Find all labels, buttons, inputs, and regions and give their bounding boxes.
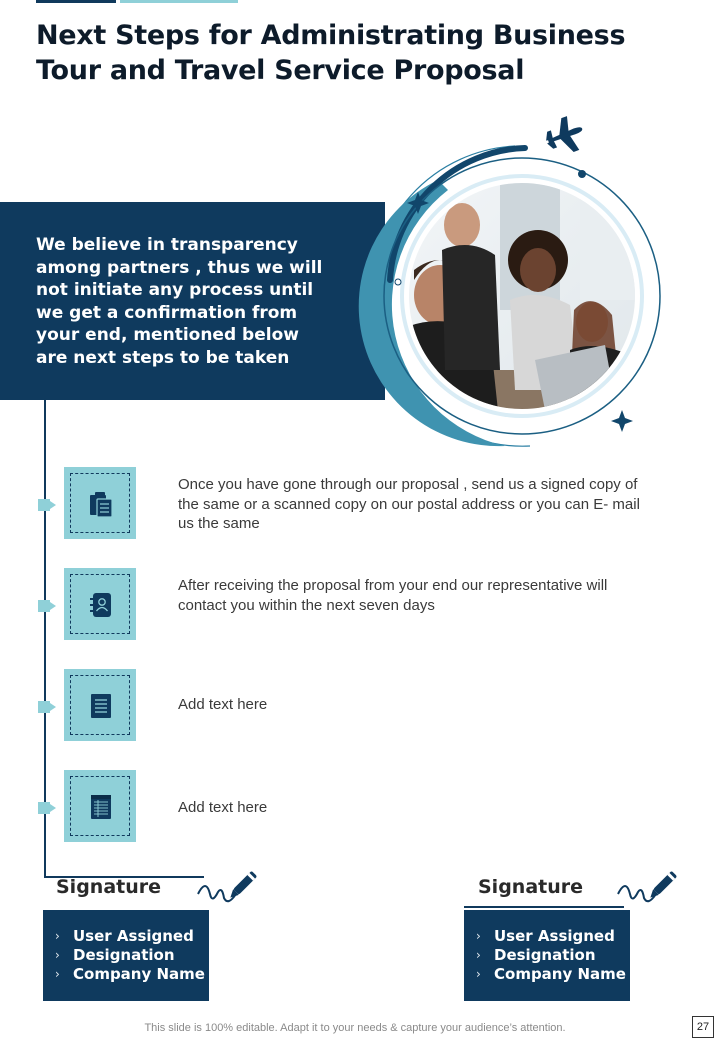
company-name-text: Company Name <box>73 964 205 983</box>
timeline-arrow <box>50 804 56 812</box>
airplane-icon <box>541 113 589 160</box>
step-icon-box <box>64 770 136 842</box>
dot-icon <box>578 170 586 178</box>
timeline-marker <box>38 499 50 511</box>
ledger-icon <box>87 793 115 821</box>
chevron-right-icon: › <box>476 966 481 981</box>
step-item <box>38 770 678 842</box>
designation-text: Designation <box>494 945 596 964</box>
clipboard-icon <box>87 490 115 518</box>
user-assigned-text: User Assigned <box>73 926 194 945</box>
top-accent-light <box>120 0 238 3</box>
step-text: Once you have gone through our proposal , send us a signed copy of the same or a scanned copy on our postal address or you can E- mail us the same <box>178 476 640 532</box>
signature-details-right <box>464 910 630 1001</box>
chevron-right-icon: › <box>476 928 481 943</box>
step-text: After receiving the proposal from your end our representative will contact you within the next seven days <box>178 577 608 614</box>
timeline-arrow <box>50 703 56 711</box>
timeline-arrow <box>50 602 56 610</box>
designation-text: Designation <box>73 945 175 964</box>
page-number: 27 <box>692 1016 714 1038</box>
document-icon <box>87 692 115 720</box>
step-item <box>38 669 678 741</box>
top-accent-dark <box>36 0 116 3</box>
page-title: Next Steps for Administrating Business Tour and Travel Service Proposal <box>36 20 626 86</box>
signature-line-right <box>464 906 624 908</box>
chevron-right-icon: › <box>55 966 60 981</box>
step-item <box>38 568 678 640</box>
signature-label-left: Signature <box>56 876 162 898</box>
timeline-marker <box>38 600 50 612</box>
step-icon-box <box>64 467 136 539</box>
small-dot-icon <box>395 279 401 285</box>
step-item <box>38 467 678 539</box>
timeline-marker <box>38 802 50 814</box>
step-text: Add text here <box>178 799 268 816</box>
signature-details-left <box>43 910 209 1001</box>
chevron-right-icon: › <box>476 947 481 962</box>
step-icon-box <box>64 669 136 741</box>
chevron-right-icon: › <box>55 947 60 962</box>
timeline-arrow <box>50 501 56 509</box>
intro-banner-text: We believe in transparency among partners , thus we will not initiate any process until we get a confirmation from your end, mentioned below are next steps to be taken <box>36 235 323 368</box>
contact-book-icon <box>87 591 115 619</box>
pen-signature-icon <box>196 864 260 914</box>
sparkle-icon <box>611 410 633 432</box>
step-icon-box <box>64 568 136 640</box>
timeline-marker <box>38 701 50 713</box>
team-photo-graphic <box>330 110 670 450</box>
user-assigned-text: User Assigned <box>494 926 615 945</box>
step-text: Add text here <box>178 696 268 713</box>
chevron-right-icon: › <box>55 928 60 943</box>
signature-label-right: Signature <box>478 876 584 898</box>
company-name-text: Company Name <box>494 964 626 983</box>
footer-note: This slide is 100% editable. Adapt it to your needs & capture your audience’s attention. <box>144 1022 566 1034</box>
pen-signature-icon <box>616 864 680 914</box>
